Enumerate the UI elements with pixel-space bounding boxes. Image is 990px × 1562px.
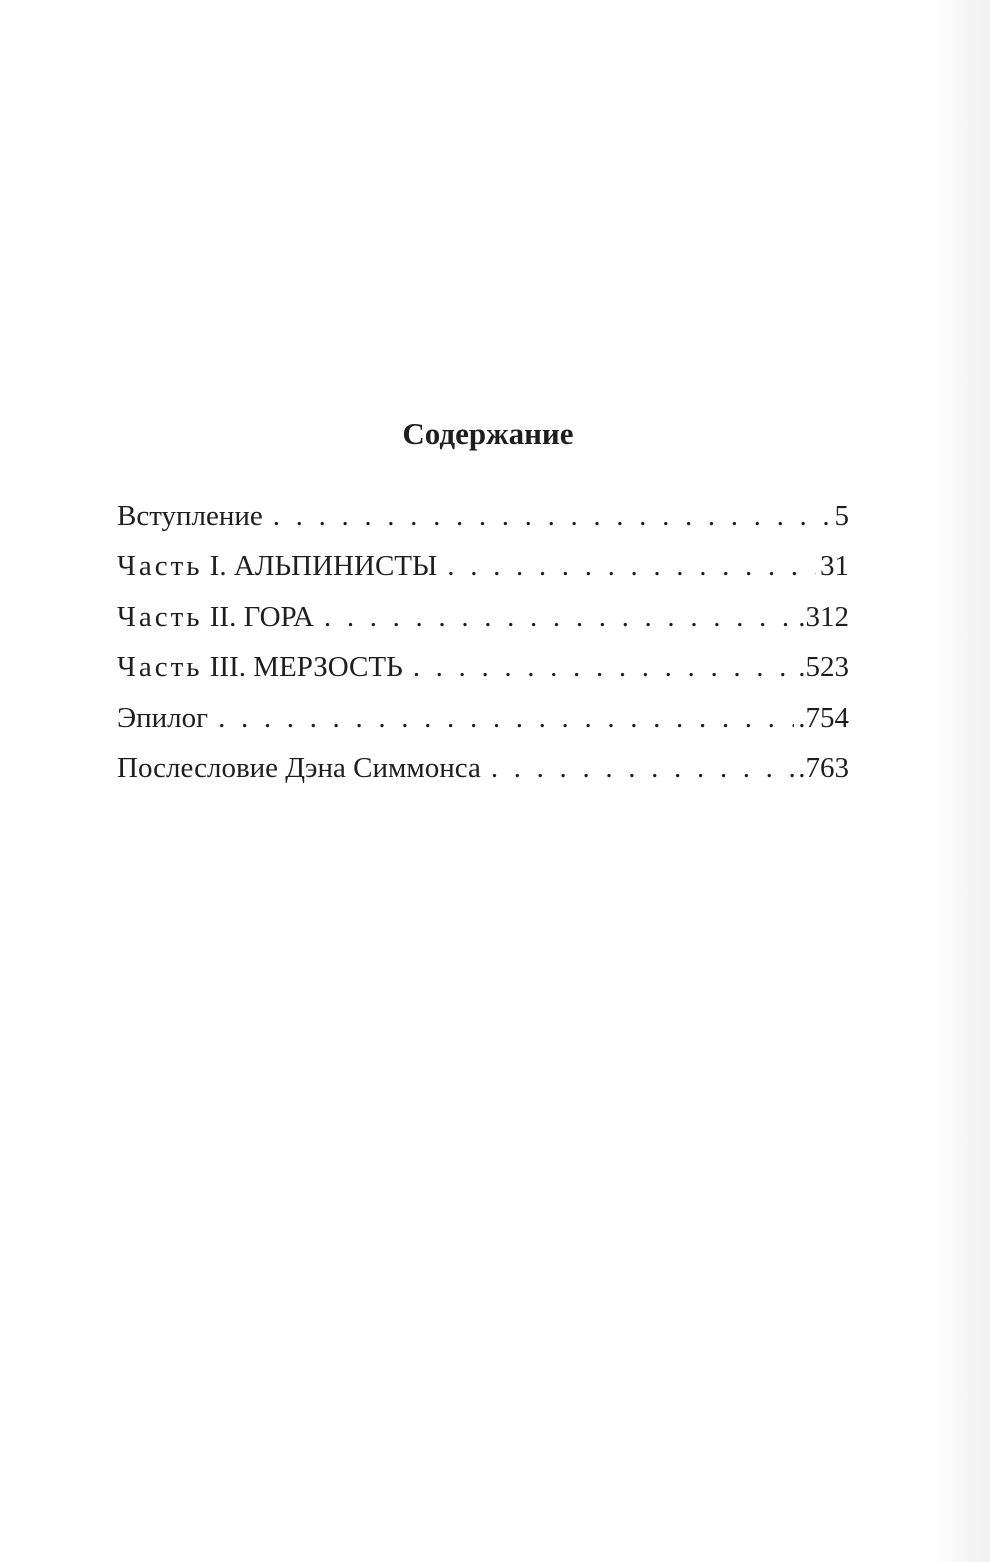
- toc-entry-page: 31: [820, 550, 849, 583]
- toc-entry-title: Послесловие Дэна Симмонса: [117, 751, 481, 784]
- dot-leader: [491, 752, 794, 785]
- dot-leader: [413, 651, 795, 684]
- toc-entry-title: II. ГОРА: [209, 600, 314, 633]
- toc-entry-title: Эпилог: [117, 701, 209, 734]
- toc-entry-prefix: Часть: [117, 651, 203, 684]
- toc-entry-label: [117, 601, 314, 634]
- toc-entry-title: I. АЛЬПИНИСТЫ: [209, 550, 438, 583]
- toc-entry-title: III. МЕРЗОСТЬ: [209, 651, 403, 684]
- toc-entry-page: .763: [798, 751, 849, 784]
- toc-entry-page: .312: [798, 600, 849, 633]
- toc-entry-page: 5: [834, 500, 849, 532]
- page-title: Содержание: [402, 416, 574, 451]
- toc-entry-page: .754: [798, 701, 849, 734]
- dot-leader: [324, 601, 794, 634]
- dot-leader: [273, 500, 831, 533]
- toc-entry-introduction: [117, 500, 849, 550]
- toc-entry-part-2: [117, 601, 849, 651]
- toc-entry-prefix: Часть: [117, 600, 203, 633]
- toc-entry-label: [117, 651, 403, 684]
- toc-entry-title: Вступление: [117, 500, 263, 532]
- dot-leader: [218, 702, 794, 735]
- toc-entry-page: .523: [798, 651, 849, 684]
- toc-entry-label: [117, 550, 437, 583]
- toc-entry-epilogue: [117, 702, 849, 752]
- dot-leader: [447, 550, 816, 583]
- toc-entry-afterword: [117, 752, 849, 802]
- toc-entry-part-1: [117, 550, 849, 600]
- table-of-contents: [117, 500, 849, 802]
- toc-entry-prefix: Часть: [117, 550, 203, 583]
- toc-entry-part-3: [117, 651, 849, 701]
